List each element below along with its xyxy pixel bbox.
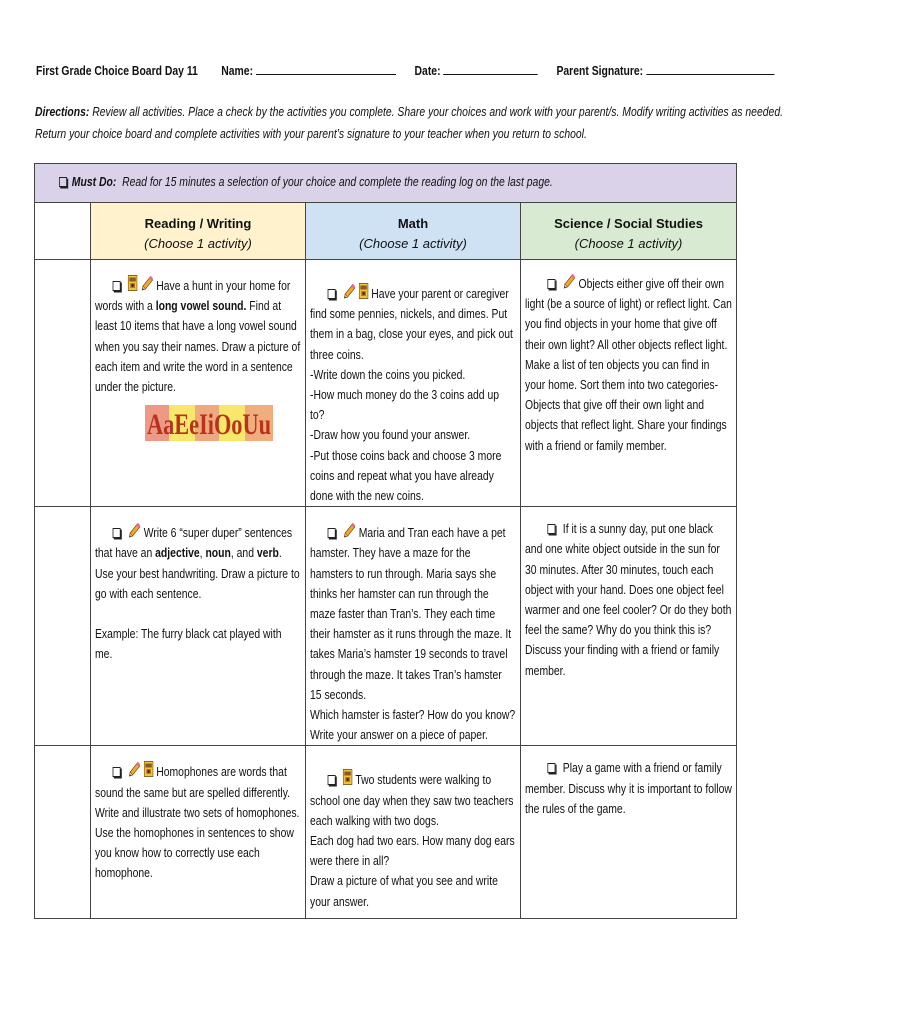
column-title: Math (397, 216, 429, 231)
activity-science-2 (521, 507, 737, 746)
column-title: Reading / Writing (144, 216, 252, 231)
text-line: -How much money do the 3 coins add up to? (310, 387, 500, 423)
book-icon (128, 275, 138, 291)
activity-reading-2 (91, 507, 306, 746)
date-field[interactable] (443, 62, 537, 75)
book-icon (343, 769, 353, 785)
activity-text (525, 274, 732, 456)
pencil-icon (141, 276, 154, 292)
directions-label: Directions: (35, 104, 90, 119)
checkbox-icon[interactable] (112, 528, 120, 538)
text-line: Draw a picture of what you see and write your answer. (310, 873, 498, 909)
text-line: Which hamster is faster? How do you know? (310, 707, 516, 723)
column-header-math (306, 203, 521, 260)
text-part: Have a hunt in your home for words with a (95, 278, 291, 314)
text-line: Each dog had two ears. How many dog ears were there in all? (310, 833, 515, 869)
directions-line-2: Return your choice board and complete activities with your parent’s signature to your teacher when you return to school. (35, 126, 587, 141)
book-icon (359, 283, 369, 299)
activity-science-1 (521, 260, 737, 507)
page-header (36, 62, 736, 82)
text-part: Write 6 “super duper” sentences that have an (95, 525, 293, 561)
row-spacer (35, 746, 91, 919)
checkbox-icon[interactable] (327, 289, 335, 299)
text-line: -Put those coins back and choose 3 more coins and repeat what you have already done with the new coins. (310, 447, 502, 504)
book-icon (144, 761, 154, 777)
text-bold: adjective (155, 545, 200, 561)
pencil-icon (563, 274, 576, 290)
activity-text (95, 762, 301, 883)
activity-text (525, 519, 732, 681)
text-bold: long vowel sound. (155, 298, 247, 314)
pencil-icon (128, 523, 141, 539)
pencil-icon (128, 762, 141, 778)
activity-math-1 (306, 260, 521, 507)
pencil-icon (343, 523, 356, 539)
parent-signature-label: Parent Signature: (556, 63, 644, 78)
column-header-science (521, 203, 737, 260)
must-do-text: Read for 15 minutes a selection of your choice and complete the reading log on the last page. (122, 174, 553, 189)
activity-science-3 (521, 746, 737, 919)
checkbox-icon[interactable] (59, 177, 67, 187)
text-line: Play a game with a friend or family member. Discuss why it is important to follow the rules of the game. (525, 760, 732, 816)
text-part: , (199, 545, 206, 561)
row-spacer (35, 507, 91, 746)
must-do-label: Must Do: (71, 174, 117, 189)
text-bold: verb (256, 545, 279, 561)
text-line: If it is a sunny day, put one black and one white object outside in the sun for 30 minutes. After 30 minutes, touch each object with your hand. Does one object feel warmer and one feel cooler? Or do they both feel the same? Why do you think this is? Discuss your finding with a friend or family member. (525, 521, 732, 678)
parent-signature-field[interactable] (646, 62, 774, 75)
text-line: Homophones are words that sound the same but are spelled differently. Write and illustrate two sets of homophones. Use the homophones in sentences to show you know how to correctly use each homophone. (95, 764, 300, 881)
text-line: Objects either give off their own light (be a source of light) or reflect light. Can you find objects in your home that give off their own light? All other objects reflect light. Make a list of ten objects you can find in your home. Sort them into two categories- Objects that give off their own light and objects that reflect light. Share your findings with a friend or family member. (525, 276, 732, 453)
text-part: . Use your best handwriting. Draw a picture to go with each sentence. (95, 545, 300, 601)
header-spacer (35, 203, 91, 260)
text-line: Two students were walking to school one day when they saw two teachers each walking with two dogs. (310, 772, 514, 828)
column-subtitle: (Choose 1 activity) (359, 236, 467, 251)
column-subtitle: (Choose 1 activity) (144, 236, 252, 251)
activity-text (525, 758, 732, 819)
header-row (36, 62, 740, 78)
checkbox-icon[interactable] (112, 767, 120, 777)
activity-text (310, 523, 516, 745)
activity-math-3 (306, 746, 521, 919)
activity-text (310, 284, 516, 506)
directions-text-1: Review all activities. Place a check by the activities you complete. Share your choices and work with your parent/s. Modify writing activities as needed. (92, 104, 783, 119)
name-field[interactable] (256, 62, 396, 75)
vowels-text: AaEeIiOoUu (147, 408, 271, 442)
checkbox-icon[interactable] (547, 763, 555, 773)
name-label: Name: (221, 63, 254, 78)
directions (35, 101, 783, 145)
must-do-line (59, 174, 683, 189)
column-title: Science / Social Studies (554, 216, 703, 231)
checkbox-icon[interactable] (327, 775, 335, 785)
row-spacer (35, 260, 91, 507)
text-line: Maria and Tran each have a pet hamster. They have a maze for the hamsters to run through. Maria says she thinks her hamster can run through the maze faster than Tran’s. They each time their hamster as it runs through the maze. It takes Maria’s hamster 19 seconds to travel through the maze. It takes Tran’s hamster 15 seconds. (310, 525, 512, 702)
text-part: , and (230, 545, 257, 561)
activity-text (95, 276, 301, 397)
vowels-image (145, 405, 273, 441)
text-bold: noun (205, 545, 231, 561)
checkbox-icon[interactable] (547, 279, 555, 289)
must-do-banner (35, 164, 737, 203)
text-line: Have your parent or caregiver find some pennies, nickels, and dimes. Put them in a bag, close your eyes, and pick out three coins. (310, 286, 513, 362)
column-header-reading (91, 203, 306, 260)
page-title: First Grade Choice Board Day 11 (36, 63, 198, 78)
activity-reading-1 (91, 260, 306, 507)
checkbox-icon[interactable] (327, 528, 335, 538)
date-label: Date: (414, 63, 441, 78)
checkbox-icon[interactable] (112, 281, 120, 291)
column-subtitle: (Choose 1 activity) (574, 236, 683, 251)
pencil-icon (343, 284, 356, 300)
activity-reading-3 (91, 746, 306, 919)
checkbox-icon[interactable] (547, 524, 555, 534)
text-part: Find at least 10 items that have a long vowel sound when you say their names. Draw a picture of each item and write the word in a sentence under the picture. (95, 298, 301, 395)
text-line: -Draw how you found your answer. (310, 427, 471, 443)
activity-text (310, 770, 516, 911)
directions-line-1 (35, 101, 783, 123)
activity-math-2 (306, 507, 521, 746)
example-text: Example: The furry black cat played with me. (95, 626, 282, 662)
text-line: -Write down the coins you picked. (310, 366, 466, 382)
text-line: Write your answer on a piece of paper. (310, 727, 488, 743)
choice-board-table (34, 163, 737, 919)
activity-text (95, 523, 301, 664)
